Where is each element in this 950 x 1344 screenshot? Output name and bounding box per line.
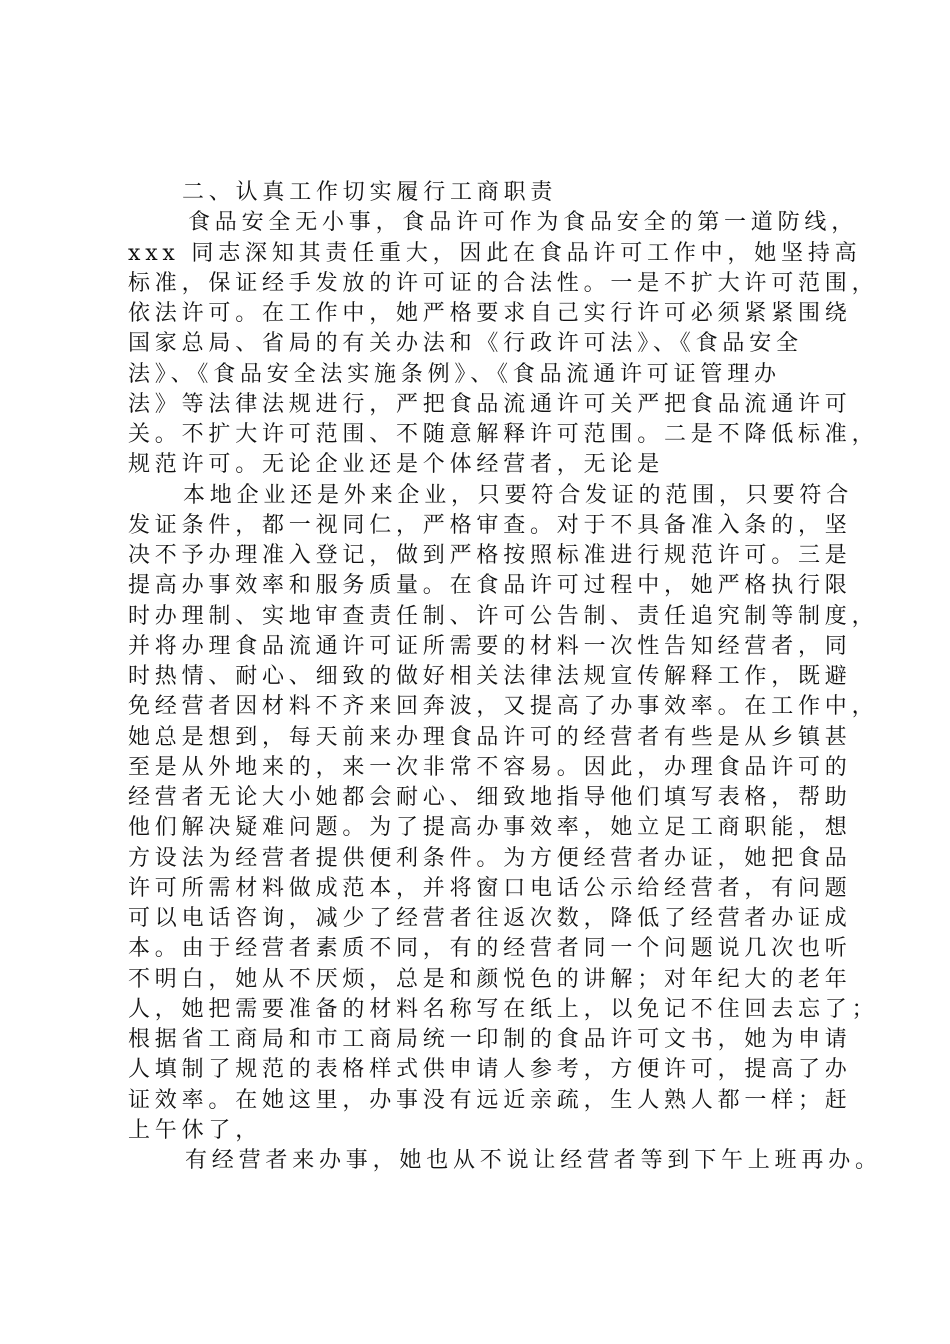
paragraph-3 <box>128 1146 882 1176</box>
paragraph-line: 法》、《食品安全法实施条例》、《食品流通许可证管理办 <box>128 361 781 387</box>
paragraph-line: 标准，保证经手发放的许可证的合法性。一是不扩大许可范围， <box>128 270 879 296</box>
paragraph-line: 时办理制、实地审查责任制、许可公告制、责任追究制等制度， <box>128 603 879 629</box>
paragraph-line: 国家总局、省局的有关办法和《行政许可法》、《食品安全 <box>128 331 803 357</box>
paragraph-line: 法》等法律法规进行，严把食品流通许可关严把食品流通许可 <box>128 391 852 417</box>
paragraph-line: 关。不扩大许可范围、不随意解释许可范围。二是不降低标准， <box>128 422 879 447</box>
paragraph-line: 本。由于经营者素质不同，有的经营者同一个问题说几次也听 <box>128 936 852 962</box>
paragraph-1 <box>128 208 879 480</box>
paragraph-line: 人填制了规范的表格样式供申请人参考，方便许可，提高了办 <box>128 1057 852 1083</box>
paragraph-line: 规范许可。无论企业还是个体经营者，无论是 <box>128 452 665 478</box>
document-body <box>128 178 882 1176</box>
paragraph-line: 她总是想到，每天前来办理食品许可的经营者有些是从乡镇甚 <box>128 724 852 750</box>
section-heading: 二、认真工作切实履行工商职责 <box>182 180 558 205</box>
paragraph-line: 有经营者来办事，她也从不说让经营者等到下午上班再办。 <box>185 1148 882 1173</box>
paragraph-line: 不明白，她从不厌烦，总是和颜悦色的讲解；对年纪大的老年 <box>128 966 852 992</box>
paragraph-line: 上午休了， <box>128 1117 263 1143</box>
paragraph-line: 依法许可。在工作中，她严格要求自己实行许可必须紧紧围绕 <box>128 301 852 326</box>
paragraph-line: 至是从外地来的，来一次非常不容易。因此，办理食品许可的 <box>128 754 852 780</box>
paragraph-line: 本地企业还是外来企业，只要符合发证的范围，只要符合 <box>183 482 854 508</box>
paragraph-line: xxx 同志深知其责任重大，因此在食品许可工作中，她坚持高 <box>128 240 862 266</box>
paragraph-line: 他们解决疑难问题。为了提高办事效率，她立足工商职能，想 <box>128 815 852 841</box>
paragraph-line: 提高办事效率和服务质量。在食品许可过程中，她严格执行限 <box>128 573 852 599</box>
paragraph-line: 许可所需材料做成范本，并将窗口电话公示给经营者，有问题 <box>128 875 852 901</box>
paragraph-line: 免经营者因材料不齐来回奔波，又提高了办事效率。在工作中， <box>128 694 879 720</box>
paragraph-line: 方设法为经营者提供便利条件。为方便经营者办证，她把食品 <box>128 845 852 871</box>
paragraph-line: 决不予办理准入登记，做到严格按照标准进行规范许可。三是 <box>128 543 852 568</box>
paragraph-line: 人，她把需要准备的材料名称写在纸上，以免记不住回去忘了； <box>128 996 879 1022</box>
paragraph-line: 并将办理食品流通许可证所需要的材料一次性告知经营者，同 <box>128 633 852 659</box>
paragraph-line: 证效率。在她这里，办事没有远近亲疏，生人熟人都一样；赶 <box>128 1087 852 1113</box>
paragraph-line: 时热情、耐心、细致的做好相关法律法规宣传解释工作，既避 <box>128 664 852 689</box>
paragraph-2 <box>128 481 879 1147</box>
paragraph-line: 根据省工商局和市工商局统一印制的食品许可文书，她为申请 <box>128 1027 852 1052</box>
paragraph-line: 可以电话咨询，减少了经营者往返次数，降低了经营者办证成 <box>128 906 852 931</box>
paragraph-line: 经营者无论大小她都会耐心、细致地指导他们填写表格，帮助 <box>128 785 852 810</box>
paragraph-line: 食品安全无小事，食品许可作为食品安全的第一道防线， <box>188 210 859 236</box>
paragraph-line: 发证条件，都一视同仁，严格审查。对于不具备准入条的，坚 <box>128 512 852 538</box>
